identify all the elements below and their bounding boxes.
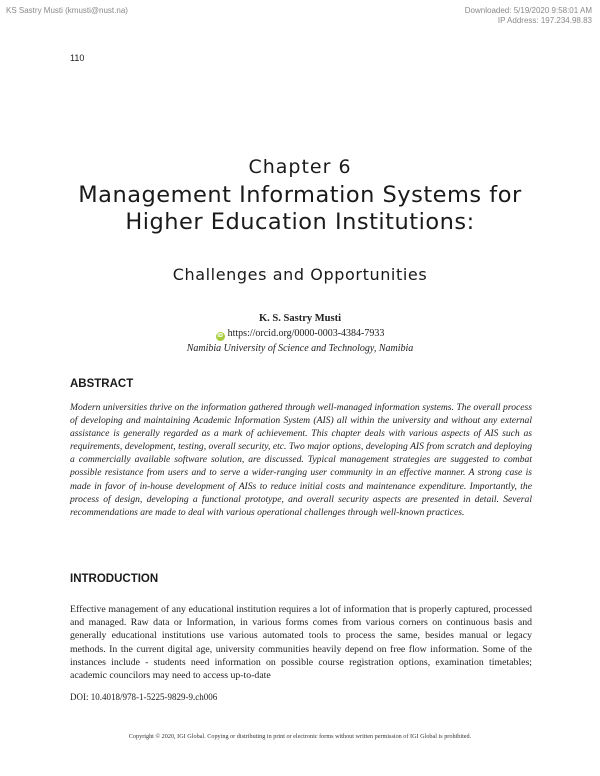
chapter-title: Management Information Systems for Higher Education Institutions:: [78, 182, 522, 235]
abstract-heading: ABSTRACT: [70, 378, 134, 390]
ip-address: IP Address: 197.234.98.83: [497, 16, 592, 25]
download-date: Downloaded: 5/19/2020 9:58:01 AM: [464, 6, 592, 15]
chapter-subtitle: Challenges and Opportunities: [172, 265, 428, 284]
abstract-text: Modern universities thrive on the information gathered through well-managed information systems. The overall process of developing and maintaining Academic Information System (AIS) all within the university and without any external assistance is generally regarded as a mark of achievement. This chapter deals with various aspects of AIS such as requirements, development, testing, overall security, etc. Two major options, developing AIS from scratch and deploying a commercially available software solution, are discussed. Typical management strategies are suggested to combat possible resistance from users and to serve a wider-ranging user community in an effective manner. A strong case is made in favor of in-house development of AISs to reduce initial costs and maintenance expenditure. Importantly, the process of design, developing a functional prototype, and overall security aspects are presented in detail. Several recommendations are made to deal with various operational challenges through well-known practices.: [70, 402, 532, 518]
page-number: 110: [70, 53, 85, 63]
introduction-heading: INTRODUCTION: [70, 573, 159, 585]
download-metadata: [465, 6, 592, 26]
download-user-info: KS Sastry Musti (kmusti@nust.na): [6, 6, 128, 15]
author-name: K. S. Sastry Musti: [259, 313, 341, 324]
copyright-notice: Copyright © 2020, IGI Global. Copying or distributing in print or electronic forms without written permission of IGI Global is prohibited.: [128, 733, 472, 740]
orcid-line: [0, 328, 600, 341]
orcid-icon: iD: [217, 333, 224, 339]
chapter-label: Chapter 6: [248, 156, 352, 178]
author-affiliation: Namibia University of Science and Technology, Namibia: [186, 343, 414, 354]
orcid-link[interactable]: https://orcid.org/0000-0003-4384-7933: [227, 328, 385, 339]
introduction-text: Effective management of any educational institution requires a lot of information that is properly captured, processed and managed. Raw data or Information, in various forms comes from various corners on continuous basis and generally educational institutions use various automated tools to process the same, besides manual or legacy methods. In the current digital age, university communities heavily depend on free flow information. Some of the instances include - students need information on possible course registration options, examination timetables; academic councilors may need to access up-to-date: [70, 604, 532, 682]
doi: DOI: 10.4018/978-1-5225-9829-9.ch006: [70, 692, 218, 702]
